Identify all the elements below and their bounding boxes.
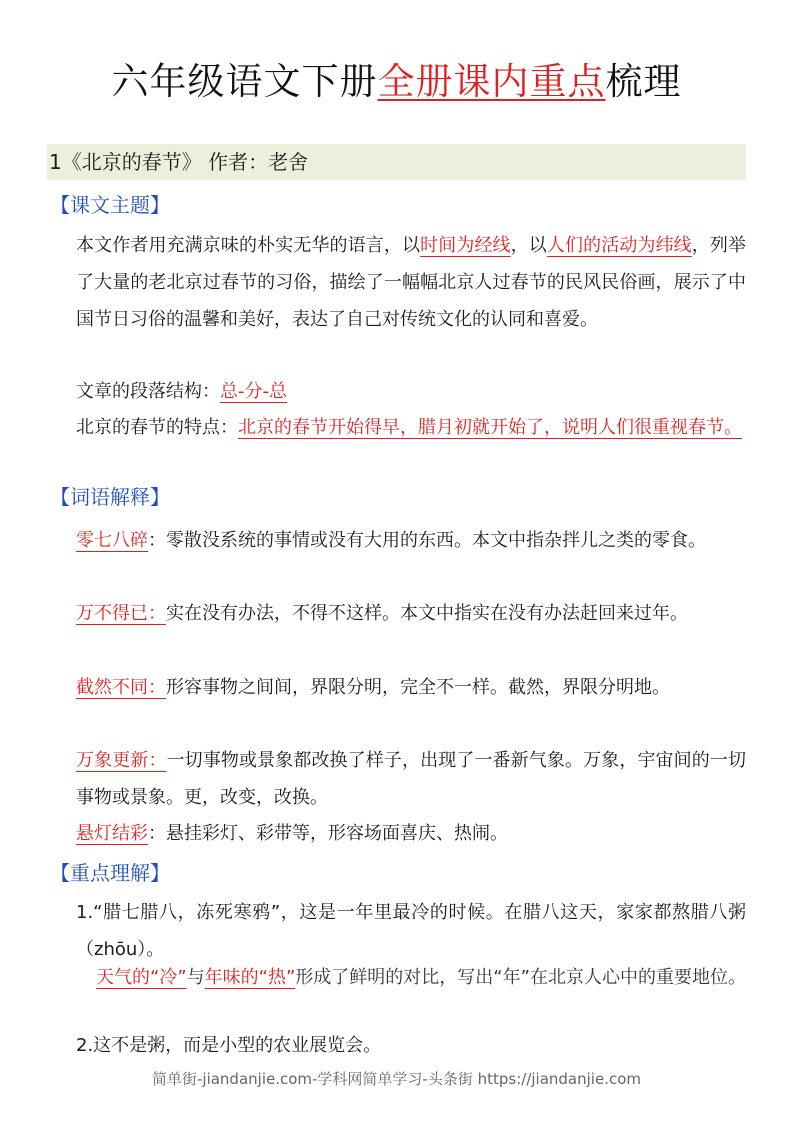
vocab-definition: 一切事物或景象都改换了样子，出现了一番新气象。万象，宇宙间的一切事物或景象。更，改变，改换。 [76, 750, 747, 808]
key-note-1 [76, 961, 746, 994]
note-highlight-cold: 天气的“冷” [96, 967, 187, 988]
key-question-1: 1.“腊七腊八，冻死寒鸦”，这是一年里最冷的时候。在腊八这天，家家都熬腊八粥（zhōu）。 [76, 902, 746, 960]
lesson-heading: 1《北京的春节》 作者：老舍 [47, 144, 746, 180]
vocab-definition: 悬挂彩灯、彩带等，形容场面喜庆、热闹。 [166, 823, 508, 844]
structure-value: 总-分-总 [220, 381, 287, 402]
vocab-definition: 实在没有办法，不得不这样。本文中指实在没有办法赶回来过年。 [166, 603, 688, 624]
section-theme-heading: 【课文主题】 [50, 193, 170, 217]
note-highlight-warm: 年味的“热” [204, 967, 296, 988]
theme-highlight-weft: 人们的活动为纬线 [546, 235, 692, 256]
theme-text-c: ，列举了大量的老北京过春节的习俗，描绘了一幅幅北京人过春节的民风民俗画，展示了中国节日习俗的温馨和美好，表达了自己对传统文化的认同和喜爱。 [76, 235, 747, 330]
theme-highlight-warp: 时间为经线 [420, 235, 511, 256]
note-connector: 与 [186, 967, 205, 988]
section-vocab-heading: 【词语解释】 [50, 485, 170, 509]
feature-label: 北京的春节的特点： [76, 417, 238, 438]
theme-paragraph [76, 227, 746, 338]
vocab-definition: 零散没系统的事情或没有大用的东西。本文中指杂拌儿之类的零食。 [166, 530, 706, 551]
theme-text-a: 本文作者用充满京味的朴实无华的语言，以 [76, 235, 421, 256]
vocab-term: 截然不同： [76, 677, 166, 698]
title-highlight: 全册课内重点 [377, 60, 606, 103]
note-rest: 形成了鲜明的对比，写出“年”在北京人心中的重要地位。 [295, 967, 746, 988]
structure-line [76, 373, 746, 410]
vocab-term: 悬灯结彩 [76, 823, 148, 844]
vocab-item [76, 815, 746, 852]
vocab-sep: ： [148, 530, 166, 551]
structure-label: 文章的段落结构： [76, 381, 220, 402]
vocab-term: 零七八碎 [76, 530, 148, 551]
feature-value: 北京的春节开始得早，腊月初就开始了，说明人们很重视春节。 [238, 417, 742, 438]
vocab-definition: 形容事物之间间，界限分明，完全不一样。截然，界限分明地。 [166, 677, 670, 698]
page-footer: 简单街-jiandanjie.com-学科网简单学习-头条街 https://jiandanjie.com [151, 1070, 642, 1088]
vocab-item [76, 669, 746, 706]
vocab-item [76, 522, 746, 559]
theme-text-b: ，以 [510, 235, 547, 256]
key-question-2: 2.这不是粥，而是小型的农业展览会。 [76, 1035, 382, 1056]
title-prefix: 六年级语文下册 [111, 60, 378, 103]
feature-line [76, 409, 746, 446]
vocab-term: 万不得已： [76, 603, 166, 624]
vocab-sep: ： [148, 823, 166, 844]
vocab-term: 万象更新： [76, 750, 167, 771]
section-key-heading: 【重点理解】 [50, 861, 170, 885]
title-suffix: 梳理 [605, 60, 682, 103]
vocab-item [76, 595, 746, 632]
vocab-item [76, 742, 746, 816]
page-title [0, 56, 793, 108]
